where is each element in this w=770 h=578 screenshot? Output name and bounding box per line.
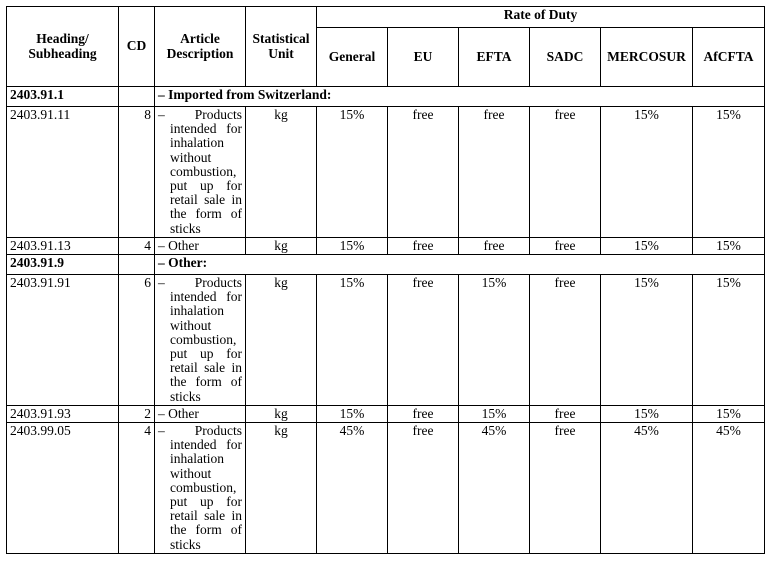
rate-sadc: free (530, 405, 601, 422)
rate-afcfta: 45% (693, 423, 765, 554)
rate-general: 15% (317, 275, 388, 406)
header-rate-efta: EFTA (459, 28, 530, 87)
statistical-unit: kg (246, 423, 317, 554)
header-rate-mercosur: MERCOSUR (601, 28, 693, 87)
statistical-unit: kg (246, 275, 317, 406)
rate-efta: free (459, 237, 530, 254)
article-description (155, 275, 246, 406)
article-description-text: – Products intended for inhalation without combustion, put up for retail sale in the form of sticks (158, 423, 242, 552)
article-description-text: – Other (158, 237, 199, 253)
rate-mercosur: 15% (601, 405, 693, 422)
subheading-code: 2403.91.91 (7, 275, 119, 406)
tariff-body (7, 87, 765, 554)
subheading-code: 2403.91.11 (7, 107, 119, 238)
rate-mercosur: 45% (601, 423, 693, 554)
cd-cell: 8 (119, 107, 155, 238)
header-rate-general: General (317, 28, 388, 87)
cd-cell (119, 255, 155, 275)
table-row (7, 275, 765, 406)
rate-afcfta: 15% (693, 275, 765, 406)
article-description-text: – Products intended for inhalation without combustion, put up for retail sale in the form of sticks (158, 275, 242, 404)
article-description (155, 423, 246, 554)
header-statistical-unit: Statistical Unit (246, 7, 317, 87)
article-description (155, 237, 246, 254)
table-group-row (7, 87, 765, 107)
rate-sadc: free (530, 107, 601, 238)
article-description (155, 107, 246, 238)
article-description (155, 405, 246, 422)
rate-efta: 45% (459, 423, 530, 554)
article-description-text: – Other (158, 405, 199, 421)
statistical-unit: kg (246, 107, 317, 238)
header-rate-afcfta: AfCFTA (693, 28, 765, 87)
rate-mercosur: 15% (601, 237, 693, 254)
rate-afcfta: 15% (693, 107, 765, 238)
article-description-text: – Products intended for inhalation without combustion, put up for retail sale in the form of sticks (158, 107, 242, 236)
subheading-code: 2403.91.93 (7, 405, 119, 422)
header-heading: Heading/ Subheading (7, 7, 119, 87)
header-rate-sadc: SADC (530, 28, 601, 87)
statistical-unit: kg (246, 405, 317, 422)
rate-general: 15% (317, 237, 388, 254)
header-cd: CD (119, 7, 155, 87)
rate-eu: free (388, 237, 459, 254)
table-row (7, 237, 765, 254)
rate-general: 45% (317, 423, 388, 554)
statistical-unit: kg (246, 237, 317, 254)
subheading-code: 2403.99.05 (7, 423, 119, 554)
rate-mercosur: 15% (601, 275, 693, 406)
subheading-code: 2403.91.13 (7, 237, 119, 254)
rate-mercosur: 15% (601, 107, 693, 238)
rate-sadc: free (530, 423, 601, 554)
cd-cell: 6 (119, 275, 155, 406)
group-description: – Other: (155, 255, 765, 275)
table-row (7, 107, 765, 238)
cd-cell: 4 (119, 237, 155, 254)
rate-eu: free (388, 107, 459, 238)
rate-general: 15% (317, 107, 388, 238)
cd-cell: 4 (119, 423, 155, 554)
cd-cell: 2 (119, 405, 155, 422)
rate-general: 15% (317, 405, 388, 422)
rate-afcfta: 15% (693, 405, 765, 422)
table-group-row (7, 255, 765, 275)
header-article-description: Article Description (155, 7, 246, 87)
rate-eu: free (388, 275, 459, 406)
rate-sadc: free (530, 237, 601, 254)
group-description: – Imported from Switzerland: (155, 87, 765, 107)
table-row (7, 405, 765, 422)
rate-afcfta: 15% (693, 237, 765, 254)
rate-sadc: free (530, 275, 601, 406)
heading-code: 2403.91.1 (7, 87, 119, 107)
rate-efta: 15% (459, 275, 530, 406)
cd-cell (119, 87, 155, 107)
header-rate-of-duty: Rate of Duty (317, 7, 765, 28)
rate-eu: free (388, 423, 459, 554)
table-row (7, 423, 765, 554)
rate-efta: free (459, 107, 530, 238)
tariff-table (6, 6, 765, 554)
rate-eu: free (388, 405, 459, 422)
header-rate-eu: EU (388, 28, 459, 87)
rate-efta: 15% (459, 405, 530, 422)
heading-code: 2403.91.9 (7, 255, 119, 275)
